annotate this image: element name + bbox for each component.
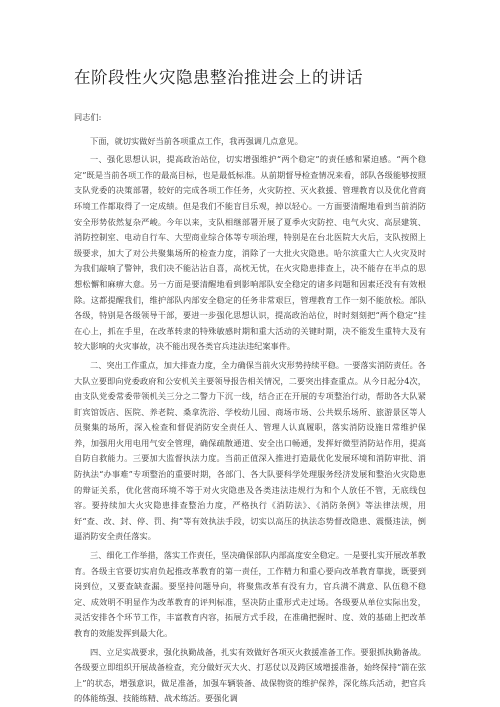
paragraph-section-4: 四、立足实战要求，强化执勤战备，扎实有效做好各项灭火救援准备工作。要狠抓执勤备战。各级要立即组织开展战备检查，充分做好灭大火、打恶仗以及跨区域增援准备，始终保持“箭在弦上”的状态，增强意识，做足准备，加强车辆装备、战保物资的维护保养，深化练兵活动，把官兵的体能练强、技能练精、战术练活。要强化调 xyxy=(74,646,426,704)
paragraph-intro: 下面，就切实做好当前各项重点工作，我再强调几点意见。 xyxy=(90,135,303,146)
paragraph-section-2: 二、突出工作重点，加大排查力度，全力确保当前火灾形势持续平稳。一要落实消防责任。各大队立要即向党委政府和公安机关主要领导报告相关情况，二要突出排查重点。从今日起分4次，由支队党委常委带领机关三分之二警力下沉一线，结合正在开展的专项整治行动，帮助各大队紧盯宾馆饭店、医院、养老院、桑拿洗浴、学校幼儿园、商场市场、公共娱乐场所、旅游景区等人员聚集的场所，深入检查和督促消防安全责任人、管理人认真履职，落实消防设施日常维护保养，加强用火用电用气安全管理，确保疏散通道、安全出口畅通，发挥好微型消防站作用，提高自防自救能力。三要加大监督执法力度。当前正值深入推进打造最优化发展环境和消防审批、消防执法“办事难”专项整治的重要时期，各部门、各大队要科学处理服务经济发展和整治火灾隐患的辩证关系，优化营商环境不等于对火灾隐患及各类违法违规行为和个人放任不管，无底线包容。要持续加大火灾隐患排查整治力度，严格执行《消防法》、《消防条例》等法律法规，用好“查、改、封、停、罚、拘”等有效执法手段，切实以高压的执法态势督改隐患、震慑违法，倒逼消防安全责任落实。 xyxy=(74,359,426,542)
document-title: 在阶段性火灾隐患整治推进会上的讲话 xyxy=(74,68,363,87)
paragraph-section-1: 一、强化思想认识，提高政治站位，切实增强维护“两个稳定”的责任感和紧迫感。“两个稳定”既是当前各项工作的最高目标，也是最低标准。从前期督导检查情况来看，部队各级能够按照支队党委的决策部署，较好的完成各项工作任务，火灾防控、灭火救援、管理教育以及优化营商环境工作都取得了一定成绩。但是我们不能盲目乐观，掉以轻心。一方面要清醒地看到当前消防安全形势依然复杂严峻。今年以来，支队相继部署开展了夏季火灾防控、电气火灾、高层建筑、消防控制室、电动自行车、大型商业综合体等专项治理，特别是在台北医院大火后，支队按照上级要求，加大了对公共聚集场所的检查力度，消除了一大批火灾隐患。哈尔滨重大亡人火灾及时为我们敲响了警钟，我们决不能沾沾自喜，高枕无忧，在火灾隐患排查上，决不能存在半点的思想松懈和麻痹大意。另一方面是要清醒地看到影响部队安全稳定的诸多问题和因素还没有有效根除。这都提醒我们，维护部队内部安全稳定的任务非常艰巨，管理教育工作一刻不能放松。部队各级，特别是各级领导干部，要进一步强化思想认识，提高政治站位，时时刻刻把“两个稳定”挂在心上，抓在手里，在改革转隶的特殊敏感时期和重大活动的关键时期，决不能发生重特大及有较大影响的火灾事故，决不能出现各类官兵违法违纪案事件。 xyxy=(74,154,426,352)
paragraph-section-3: 三、细化工作举措，落实工作责任，坚决确保部队内部高度安全稳定。一是要扎实开展改革教育。各级主官要切实肩负起推改革教育的第一责任，工作精力和重心要向改革教育靠拢，既要到岗到位，又要查缺查漏。要坚持问题导向，将聚焦改革有没有力，官兵满不满意、队伍稳不稳定、成效明不明显作为改革教育的评判标准，坚决防止重形式走过场。各级要从单位实际出发，灵活安排各个环节工作，丰富教育内容，拓展方式手段，在准确把握时、度、效的基础上把改革教育的效能发挥到最大化。 xyxy=(74,550,426,638)
greeting: 同志们: xyxy=(74,112,102,122)
